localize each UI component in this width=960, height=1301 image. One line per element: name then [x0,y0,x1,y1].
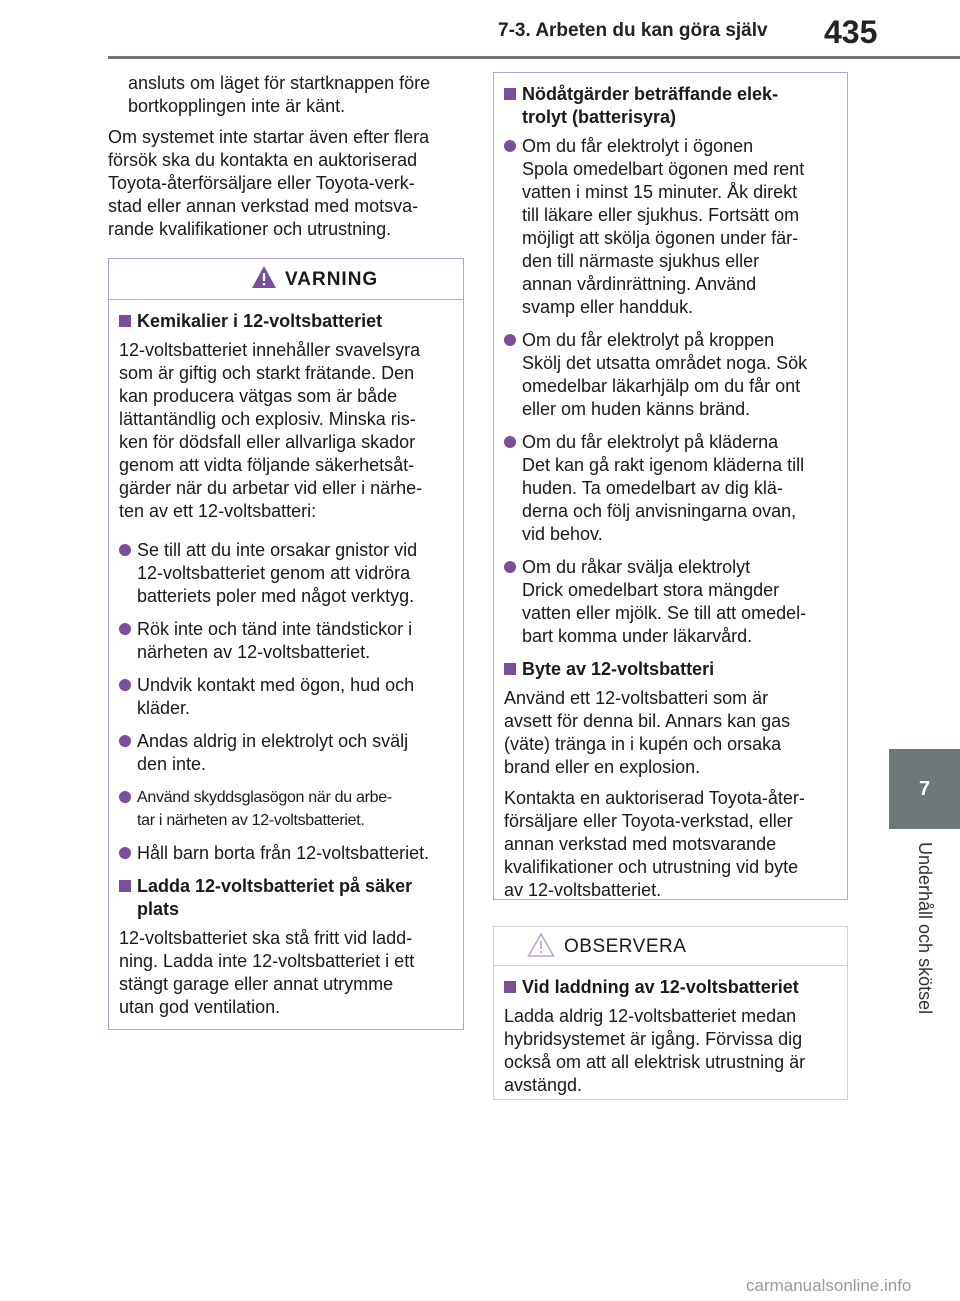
text-line: till läkare eller sjukhus. Fortsätt om [522,205,800,225]
text-line: Skölj det utsatta området noga. Sök [522,353,808,373]
heading-text: Byte av 12-voltsbatteri [522,659,715,679]
list-item [119,674,453,720]
text-line: annan verkstad med motsvarande [504,834,777,854]
chapter-label-container [890,842,960,1062]
round-bullet-icon [504,334,516,346]
text-line: Använd ett 12-voltsbatteri som är [504,688,769,708]
list-item [504,329,837,421]
text-line: Om du får elektrolyt på kroppen [522,330,775,350]
text-line: försäljare eller Toyota-verkstad, eller [504,811,793,831]
list-item [504,556,837,648]
warning-triangle-icon [251,265,277,289]
text-line: 12-voltsbatteriet ska stå fritt vid ladd- [119,928,413,948]
text-line: Undvik kontakt med ögon, hud och [137,675,415,695]
warning-paragraph [119,339,453,523]
heading-text: trolyt (batterisyra) [522,107,677,127]
header-rule [108,56,960,59]
paragraph [504,1005,837,1097]
text-line: rande kvalifikationer och utrustning. [108,219,392,239]
text-line: Ladda aldrig 12-voltsbatteriet medan [504,1006,797,1026]
notice-label: OBSERVERA [564,936,687,957]
list-item [119,786,453,832]
square-bullet-icon [504,981,516,993]
text-line: gärder när du arbetar vid eller i närhe- [119,478,423,498]
paragraph [504,687,837,779]
text-line: Om du får elektrolyt i ögonen [522,136,754,156]
section-heading [504,83,837,129]
text-line: ken för dödsfall eller allvarliga skador [119,432,416,452]
text-line: vid behov. [522,524,603,544]
text-line: eller om huden känns bränd. [522,399,751,419]
text-line: kvalifikationer och utrustning vid byte [504,857,799,877]
list-item [119,539,453,608]
text-line: vatten eller mjölk. Se till att omedel- [522,603,807,623]
left-column [108,72,464,249]
round-bullet-icon [504,561,516,573]
paragraph [504,787,837,902]
text-line: vatten i minst 15 minuter. Åk direkt [522,182,798,202]
page-number: 435 [824,14,878,50]
text-line: ansluts om läget för startknappen före [128,73,431,93]
text-line: bart komma under läkarvård. [522,626,753,646]
text-line: Spola omedelbart ögonen med rent [522,159,805,179]
text-line: Andas aldrig in elektrolyt och svälj [137,731,409,751]
text-line: Rök inte och tänd inte tändstickor i [137,619,413,639]
text-line: svamp eller handduk. [522,297,694,317]
list-item [119,730,453,776]
text-line: den till närmaste sjukhus eller [522,251,760,271]
list-item [119,618,453,664]
text-line: ten av ett 12-voltsbatteri: [119,501,317,521]
paragraph [108,126,464,241]
text-line: tar i närheten av 12-voltsbatteriet. [137,812,365,829]
text-line: möjligt att skölja ögonen under fär- [522,228,799,248]
text-line: derna och följ anvisningarna ovan, [522,501,797,521]
chapter-tab[interactable]: 7 [889,749,960,829]
text-line: närheten av 12-voltsbatteriet. [137,642,371,662]
text-line: lättantändlig och explosiv. Minska ris- [119,409,416,429]
watermark: carmanualsonline.info [746,1276,912,1295]
section-heading [119,310,453,333]
section-heading [504,976,837,999]
intro-text [108,72,464,118]
notice-header [494,927,847,966]
section-heading [504,658,837,681]
text-line: utan god ventilation. [119,997,281,1017]
text-line: avstängd. [504,1075,583,1095]
heading-text: Kemikalier i 12-voltsbatteriet [137,311,383,331]
round-bullet-icon [119,679,131,691]
text-line: batteriets poler med något verktyg. [137,586,415,606]
text-line: Se till att du inte orsakar gnistor vid [137,540,418,560]
text-line: genom att vidta följande säkerhetsåt- [119,455,415,475]
notice-box [493,926,848,1100]
warning-body [109,300,463,1019]
warning-paragraph [119,927,453,1019]
heading-text: Nödåtgärder beträffande elek- [522,84,779,104]
notice-body [494,966,847,1097]
text-line: huden. Ta omedelbart av dig klä- [522,478,783,498]
text-line: den inte. [137,754,207,774]
text-line: av 12-voltsbatteriet. [504,880,662,900]
square-bullet-icon [504,663,516,675]
text-line: Använd skyddsglasögon när du arbe- [137,789,392,806]
text-line: som är giftig och starkt frätande. Den [119,363,415,383]
round-bullet-icon [119,847,131,859]
text-line: Det kan gå rakt igenom kläderna till [522,455,805,475]
warning-label: VARNING [285,269,379,290]
text-line: stängt garage eller annat utrymme [119,974,394,994]
text-line: kläder. [137,698,191,718]
round-bullet-icon [119,623,131,635]
text-line: bortkopplingen inte är känt. [128,96,346,116]
list-item [119,842,453,865]
text-line: Toyota-återförsäljare eller Toyota-verk- [108,173,415,193]
round-bullet-icon [119,544,131,556]
text-line: också om att all elektrisk utrustning är [504,1052,806,1072]
round-bullet-icon [504,140,516,152]
heading-text: plats [137,899,180,919]
square-bullet-icon [119,315,131,327]
text-line: Kontakta en auktoriserad Toyota-åter- [504,788,805,808]
text-line: Om du råkar svälja elektrolyt [522,557,751,577]
heading-text: Ladda 12-voltsbatteriet på säker [137,876,413,896]
text-line: 12-voltsbatteriet genom att vidröra [137,563,411,583]
text-line: kan producera vätgas som är både [119,386,398,406]
warning-box [108,258,464,1030]
warning-header [109,259,463,300]
square-bullet-icon [119,880,131,892]
text-line: Drick omedelbart stora mängder [522,580,780,600]
text-line: avsett för denna bil. Annars kan gas [504,711,791,731]
chapter-label: Underhåll och skötsel [915,842,935,1015]
text-line: ning. Ladda inte 12-voltsbatteriet i ett [119,951,415,971]
text-line: brand eller en explosion. [504,757,701,777]
text-line: annan vårdinrättning. Använd [522,274,757,294]
text-line: Om systemet inte startar även efter flera [108,127,430,147]
round-bullet-icon [119,735,131,747]
square-bullet-icon [504,88,516,100]
section-title: 7-3. Arbeten du kan göra själv [498,20,768,41]
electrolyte-box [493,72,848,900]
text-line: hybridsystemet är igång. Förvissa dig [504,1029,803,1049]
round-bullet-icon [504,436,516,448]
text-line: omedelbar läkarhjälp om du får ont [522,376,801,396]
caution-triangle-icon [527,932,555,958]
list-item [504,135,837,319]
text-line: försök ska du kontakta en auktoriserad [108,150,418,170]
list-item [504,431,837,546]
electrolyte-body [494,73,847,902]
text-line: Håll barn borta från 12-voltsbatteriet. [137,843,430,863]
text-line: stad eller annan verkstad med motsva- [108,196,419,216]
round-bullet-icon [119,791,131,803]
page-header [0,0,960,62]
section-heading [119,875,453,921]
text-line: (väte) tränga in i kupén och orsaka [504,734,782,754]
heading-text: Vid laddning av 12-voltsbatteriet [522,977,799,997]
text-line: 12-voltsbatteriet innehåller svavelsyra [119,340,421,360]
text-line: Om du får elektrolyt på kläderna [522,432,779,452]
